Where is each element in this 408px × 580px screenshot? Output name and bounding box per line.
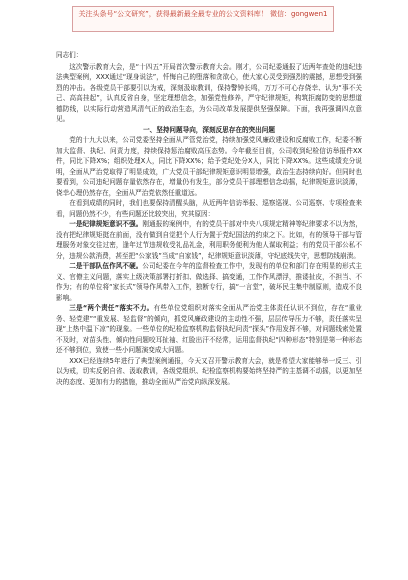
paragraph: 这次警示教育大会，是“十四五”开局首次警示教育大会。刚才，公司纪委通报了近两年查处的违纪违法典型案例，XXX通过“现身说法”，忏悔自己的堕落和贪欲心，使大家心灵受到强烈的震撼，思想受到强烈的冲击。各级党员干部要引以为戒，深刻汲取教训，保持警钟长鸣，万万不可心存侥幸、认为“事不关己、高高挂起”，认真反省自身，坚定理想信念，加强党性修养，严守纪律规矩，构筑拒腐防变的思想道德防线，以实际行动营造风清气正的政治生态，为公司改革发展提供坚强保障。下面，我再强调四点意见。 <box>56 62 362 123</box>
point-lead: 二是干部队伍作风不硬。 <box>69 262 143 270</box>
top-banner: 关注头条号“公文研究”，获得最新最全最专业的公文资料库！ 微信：gongwen1 <box>72 6 334 32</box>
point-lead: 一是纪律规矩意识不强。 <box>69 220 143 228</box>
point-text: 公司纪委在今年的监督检查工作中，发现有的单位和部门存在明显的形式主义、官僚主义问题，落实上级决策部署打折扣、做选择、搞变通，工作作风漂浮，推诿扯皮，不担当、不作为；有的单位将“家长式”领导作风带入工作，独断专行，搞“一言堂”，破坏民主集中制原则，造成不良影响。 <box>56 262 362 302</box>
document-body <box>56 50 362 572</box>
paragraph: 在看到成绩的同时，我们也要保持清醒头脑，从近两年信访举报、巡察巡视、公司巡察、专项检查来看，问题仍然不少，有些问题还比较突出，究其原因： <box>56 199 362 218</box>
paragraph <box>56 261 362 303</box>
paragraph: 党的十九大以来，公司党委坚持全面从严管党治党，持续加强党风廉政建设和反腐败工作，纪委不断加大监督、执纪、问责力度，持续保持惩治腐败高压态势。今年截至目前，公司收到纪检信访举报件XX件，同比下降X%；组织处理X人，同比下降XX%；给予党纪处分X人，同比下降XX%。这些成绩充分说明，全面从严治党取得了明显成效，广大党员干部纪律规矩意识明显增强，政治生态持续向好。但同时也要看到，公司违纪问题存量依然存在，增量仍有发生，部分党员干部理想信念动摇，纪律规矩意识淡薄，侥幸心理仍然存在，全面从严治党依然任重道远。 <box>56 136 362 197</box>
point-text: 有些单位党组织对落实全面从严治党主体责任认识不到位，存在“重业务、轻党建”“重发展、轻监督”的倾向，抓党风廉政建设的主动性不强，层层传导压力不够，责任落实呈现“上热中温下凉”的现象。一些单位的纪检监察机构监督执纪问责“探头”作用发挥不够，对问题线索处置不及时，对苗头性、倾向性问题咬耳扯袖、红脸出汗不经常，运用监督执纪“四种形态”特别是第一种形态还不够到位，致使一些小问题演变成大问题。 <box>56 304 362 354</box>
paragraph <box>56 219 362 261</box>
paragraph <box>56 356 362 388</box>
point-text: XXX已经连续5年进行了典型案例通报，今天又召开警示教育大会，就是希望大家能够举一反三、引以为戒，切实反躬自省、汲取教训，各级党组织、纪检监察机构要始终坚持严的主基调不动摇，以更加坚决的态度、更加有力的措施，推动全面从严治党向纵深发展。 <box>56 356 362 386</box>
section-heading: 一、坚持问题导向，深刻反思存在的突出问题 <box>143 125 275 134</box>
greeting: 同志们： <box>56 51 83 59</box>
point-text: 刚通报的案例中，有的党员干部对中央八项规定精神等纪律要求不以为然，没有把纪律规矩挺在前面，没有做到自觉把个人行为置于党纪国法的约束之下。比如，有的领导干部与管理服务对象交往过密，逢年过节违规收受礼品礼金，利用职务便利为他人谋取利益；有的党员干部公私不分，违规公款消费，甚至把“公家钱”当成“自家钱”，纪律规矩意识淡薄，守纪底线失守，思想防线崩溃。 <box>56 220 362 260</box>
paragraph <box>56 303 362 356</box>
point-lead: 三是“两个责任”落实不力。 <box>69 304 154 312</box>
